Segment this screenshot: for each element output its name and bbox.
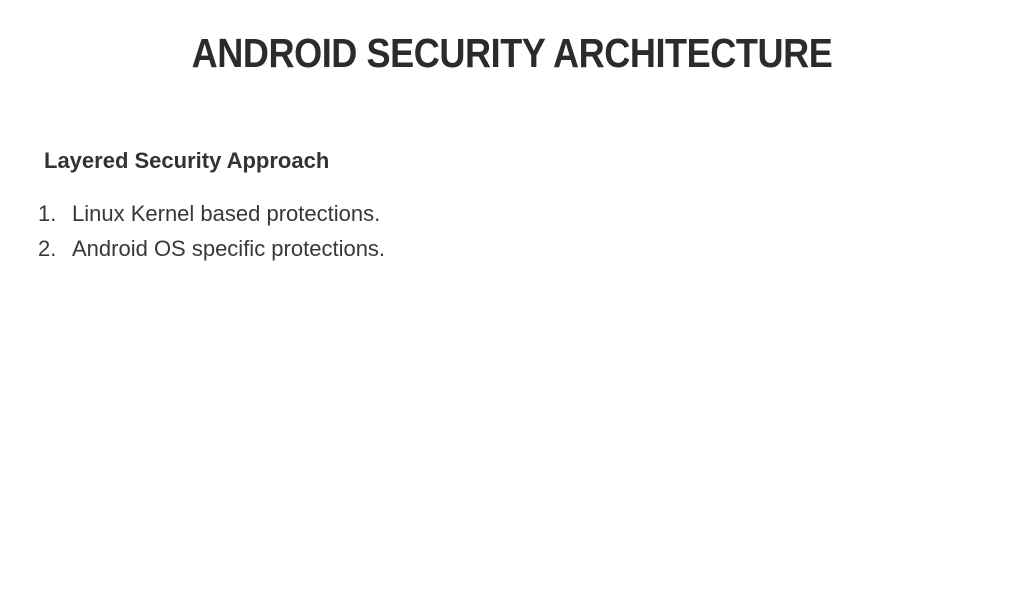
security-layers-list (38, 196, 385, 266)
list-item-2 (38, 231, 385, 266)
slide-title: ANDROID SECURITY ARCHITECTURE (191, 30, 833, 76)
list-item-1-number: 1. (38, 201, 57, 226)
list-item-2-number: 2. (38, 236, 57, 261)
list-item-1 (38, 196, 385, 231)
slide-subheading: Layered Security Approach (44, 148, 330, 173)
list-item-2-text: Android OS specific protections. (72, 236, 386, 261)
list-item-1-text: Linux Kernel based protections. (72, 201, 381, 226)
